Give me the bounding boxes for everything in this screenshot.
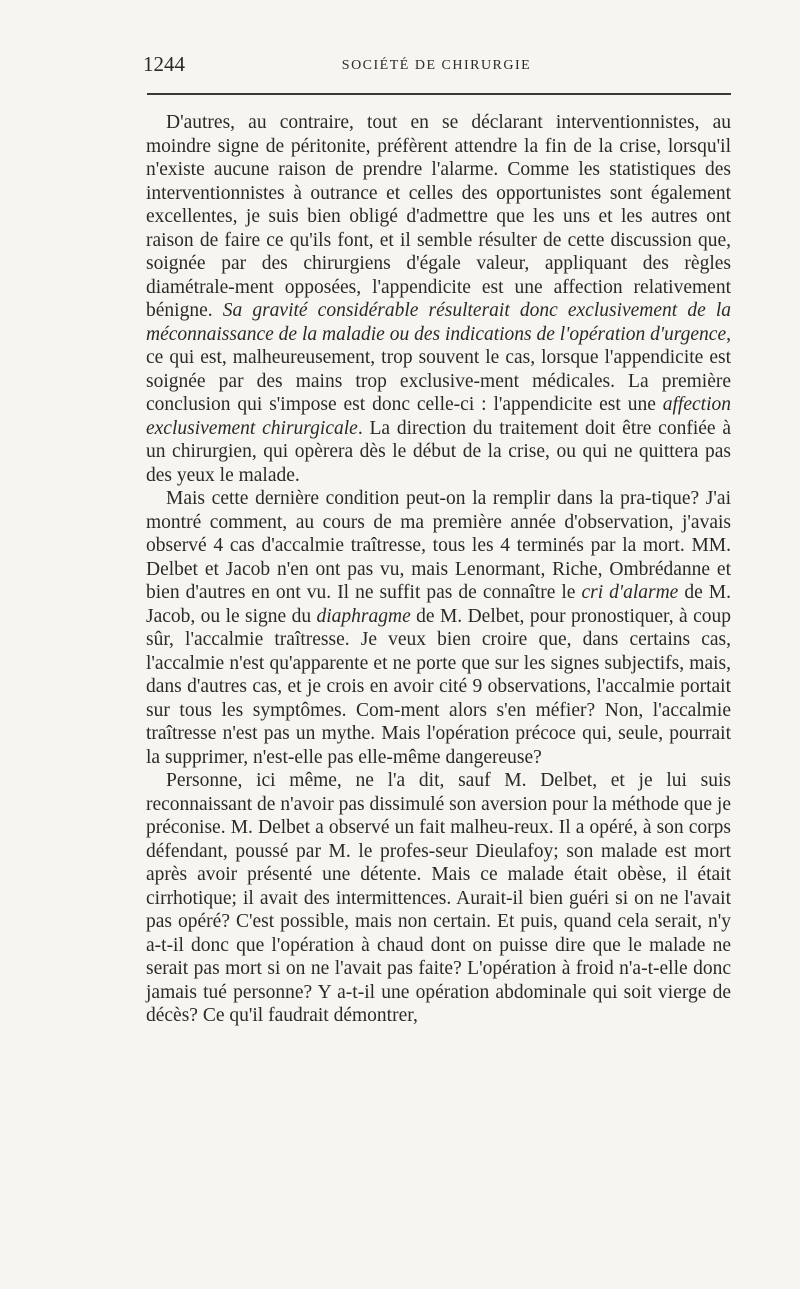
paragraph: [146, 111, 731, 487]
text-run: de M. Jacob, ou le signe du: [146, 582, 732, 627]
italic-run: affection exclusivement chirurgicale: [146, 394, 731, 439]
text-run: de M. Delbet, pour pronostiquer, à coup sûr, l'accalmie traîtresse. Je veux bien croire que, dans certains cas, l'accalmie n'est qu'apparente et ne porte que sur les signes subjectifs, mais, dans d'autres cas, et je crois en avoir cité 9 observations, l'accalmie portait sur tous les symptômes. Com-ment alors s'en méfier? Non, l'accalmie traîtresse n'est pas un mythe. Mais l'opération précoce qui, seule, pourrait la supprimer, n'est-elle pas elle-même dangereuse?: [146, 605, 731, 768]
text-run: Mais cette dernière condition peut-on la remplir dans la pra-tique? J'ai montré comment, au cours de ma première année d'observation, j'avais observé 4 cas d'accalmie traîtresse, tous les 4 terminés par la mort. MM. Delbet et Jacob n'en ont pas vu, mais Lenormant, Riche, Ombrédanne et bien d'autres en ont vu. Il ne suffit pas de connaître le: [146, 488, 731, 603]
text-run: D'autres, au contraire, tout en se déclarant interventionnistes, au moindre signe de péritonite, préfèrent attendre la fin de la crise, lorsqu'il n'existe aucune raison de prendre l'alarme. Comme les statistiques des interventionnistes à outrance et celles des opportunistes sont également excellentes, je suis bien obligé d'admettre que les uns et les autres ont raison de faire ce qu'ils font, et il semble résulter de cette discussion que, soignée par des chirurgiens d'égale valeur, appliquant des règles diamétrale-ment opposées, l'appendicite est une affection relativement bénigne.: [146, 112, 731, 321]
running-title: SOCIÉTÉ DE CHIRURGIE: [341, 58, 532, 73]
paragraph: [146, 769, 731, 1028]
italic-run: cri d'alarme: [581, 582, 679, 603]
text-run: . La direction du traitement doit être confiée à un chirurgien, qui opèrera dès le début de la crise, ou qui ne quittera pas des yeux le malade.: [146, 417, 732, 486]
text-run: Personne, ici même, ne l'a dit, sauf M. Delbet, et je lui suis reconnaissant de n'avoir pas dissimulé son aversion pour la méthode que je préconise. M. Delbet a observé un fait malheu-reux. Il a opéré, à son corps défendant, poussé par M. le profes-seur Dieulafoy; son malade est mort après avoir présenté une détente. Mais ce malade était obèse, il était cirrhotique; il avait des intermittences. Aurait-il bien guéri si on ne l'avait pas opéré? C'est possible, mais non certain. Et puis, quand cela serait, n'y a-t-il donc que l'opération à chaud dont on puisse dire que le malade ne serait pas mort si on ne l'avait pas faite? L'opération à froid n'a-t-elle donc jamais tué personne? Y a-t-il une opération abdominale qui soit vierge de décès? Ce qu'il faudrait démontrer,: [146, 770, 731, 1026]
header-rule: [147, 93, 731, 95]
italic-run: Sa gravité considérable résulterait donc exclusivement de la méconnaissance de la maladie ou des indications de l'opération d'urgence: [146, 300, 731, 345]
italic-run: diaphragme: [316, 605, 411, 627]
page-number: 1244: [143, 52, 185, 76]
page-header: [143, 52, 730, 82]
paragraph: [146, 487, 731, 769]
body-text: [146, 111, 731, 1028]
text-run: , ce qui est, malheureusement, trop souvent le cas, lorsque l'appendicite est soignée par des mains trop exclusive-ment médicales. La première conclusion qui s'impose est donc celle-ci : l'appendicite est une: [146, 323, 731, 415]
